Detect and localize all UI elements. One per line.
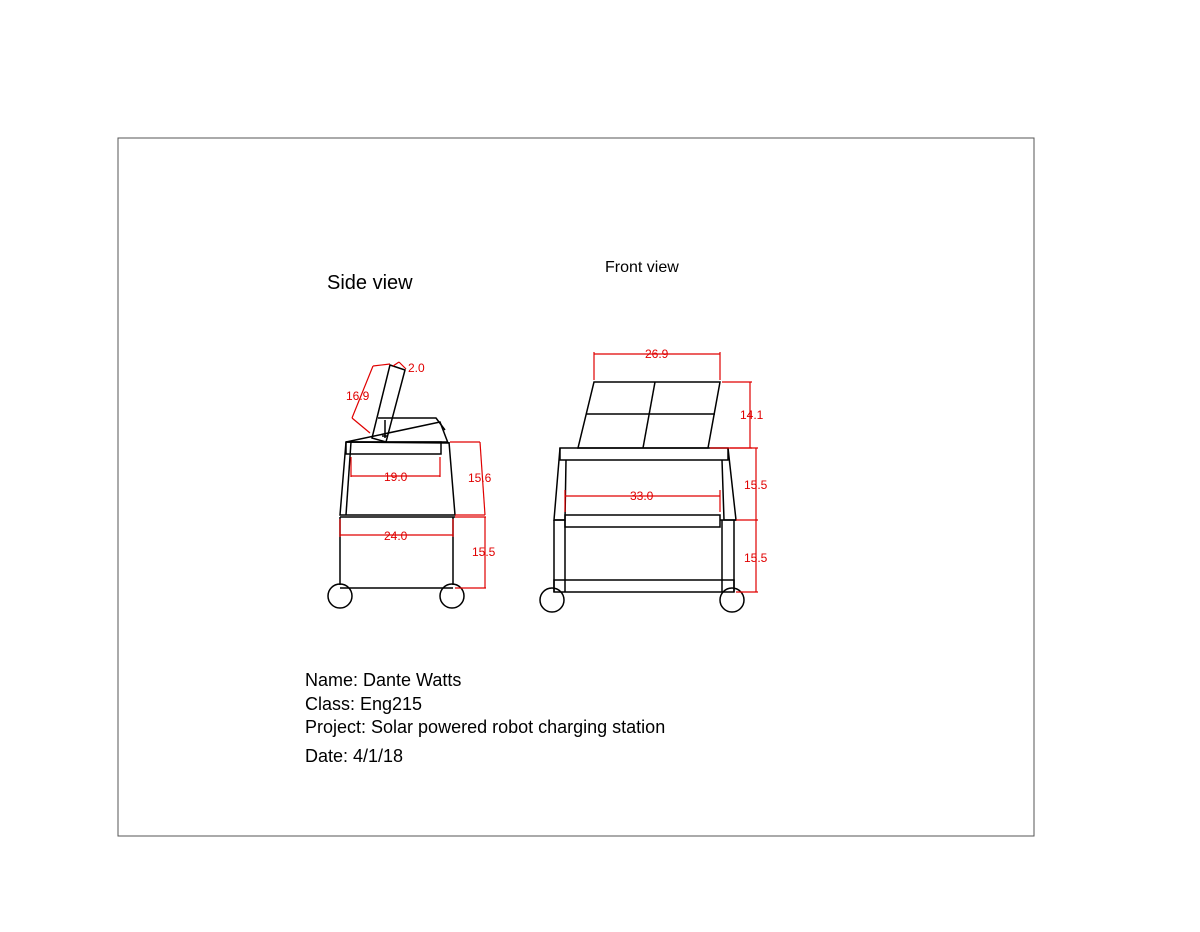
side-view-dimension-labels [346,361,496,559]
dim-front-panel-width: 26.9 [645,347,669,361]
title-block-project: Project: Solar powered robot charging station [305,717,666,737]
dim-side-panel-length: 16.9 [346,389,370,403]
front-upper-right-side [722,448,736,520]
front-view-dimension-labels [630,347,768,565]
title-block-name: Name: Dante Watts [305,670,462,690]
dim-side-lower-height: 15.5 [472,545,496,559]
title-block-class: Class: Eng215 [305,694,423,714]
dim-front-lower-height: 15.5 [744,551,768,565]
front-bottom-rail [554,580,734,592]
dim-front-panel-height: 14.1 [740,408,764,422]
front-shelf [565,515,720,527]
side-view-title: Side view [327,272,413,294]
front-view-dimensions [565,352,758,592]
side-top-box [346,442,441,454]
front-top-frame [560,448,728,460]
front-wheel-left [540,588,564,612]
dim-side-panel-thickness: 2.0 [408,361,425,375]
dim-front-upper-height: 15.5 [744,478,768,492]
dim-side-upper-height: 15.6 [468,471,492,485]
front-panel-divider-v [643,382,655,448]
dim-side-base-width: 24.0 [384,529,408,543]
title-block-date: Date: 4/1/18 [305,746,404,766]
front-view-title: Front view [605,259,679,276]
dim-side-top-width: 19.0 [384,470,408,484]
dim-front-shelf-width: 33.0 [630,489,654,503]
